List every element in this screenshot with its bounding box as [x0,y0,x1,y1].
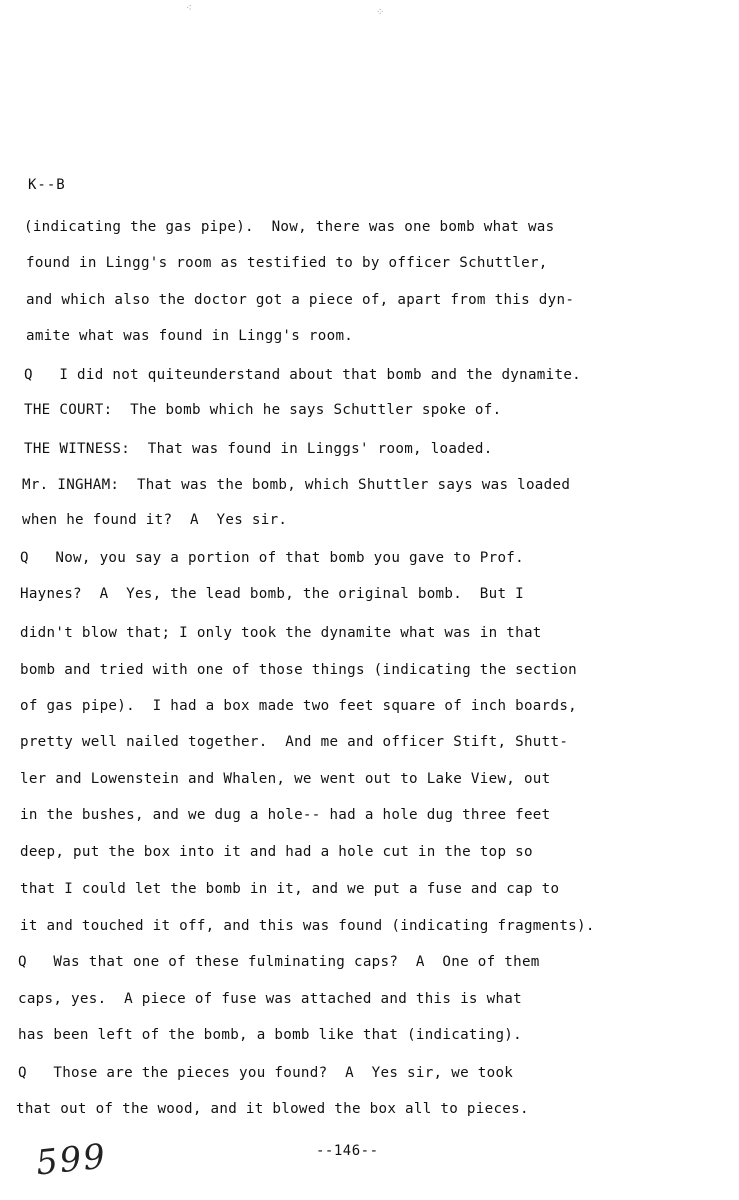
transcript-line: ler and Lowenstein and Whalen, we went out to Lake View, out [20,771,551,787]
transcript-line: when he found it? A Yes sir. [22,512,288,528]
transcript-line: amite what was found in Lingg's room. [26,328,354,344]
transcript-line: that I could let the bomb in it, and we put a fuse and cap to [20,881,560,897]
transcript-line: it and touched it off, and this was found (indicating fragments). [20,918,595,934]
transcript-line: that out of the wood, and it blowed the box all to pieces. [16,1101,529,1117]
transcript-line: Q Was that one of these fulminating caps? A One of them [18,954,540,970]
transcript-line: and which also the doctor got a piece of, apart from this dyn- [26,292,575,308]
transcript-line: (indicating the gas pipe). Now, there was one bomb what was [24,219,555,235]
transcript-line: THE WITNESS: That was found in Linggs' room, loaded. [24,441,493,457]
transcript-line: has been left of the bomb, a bomb like that (indicating). [18,1027,522,1043]
transcript-line: bomb and tried with one of those things (indicating the section [20,662,578,678]
handwritten-page-number: 599 [34,1136,109,1184]
scan-speck: ⁖ [186,3,192,14]
transcript-line: in the bushes, and we dug a hole-- had a hole dug three feet [20,807,551,823]
transcript-line: Q I did not quiteunderstand about that bomb and the dynamite. [24,367,582,383]
transcript-line: THE COURT: The bomb which he says Schuttler spoke of. [24,402,502,418]
transcript-line: found in Lingg's room as testified to by officer Schuttler, [26,255,548,271]
transcript-line: caps, yes. A piece of fuse was attached and this is what [18,991,522,1007]
transcript-line: pretty well nailed together. And me and officer Stift, Shutt- [20,734,569,750]
transcript-line: Q Now, you say a portion of that bomb you gave to Prof. [20,550,524,566]
transcript-line: of gas pipe). I had a box made two feet square of inch boards, [20,698,578,714]
transcript-line: Haynes? A Yes, the lead bomb, the original bomb. But I [20,586,524,602]
transcript-line: didn't blow that; I only took the dynamite what was in that [20,625,542,641]
page-header-code: K--B [28,177,66,193]
transcript-line: deep, put the box into it and had a hole cut in the top so [20,844,533,860]
scan-speck: ⁘ [376,7,385,18]
transcript-line: Q Those are the pieces you found? A Yes sir, we took [18,1065,514,1081]
transcript-line: Mr. INGHAM: That was the bomb, which Shuttler says was loaded [22,477,571,493]
page-number: --146-- [316,1143,379,1159]
